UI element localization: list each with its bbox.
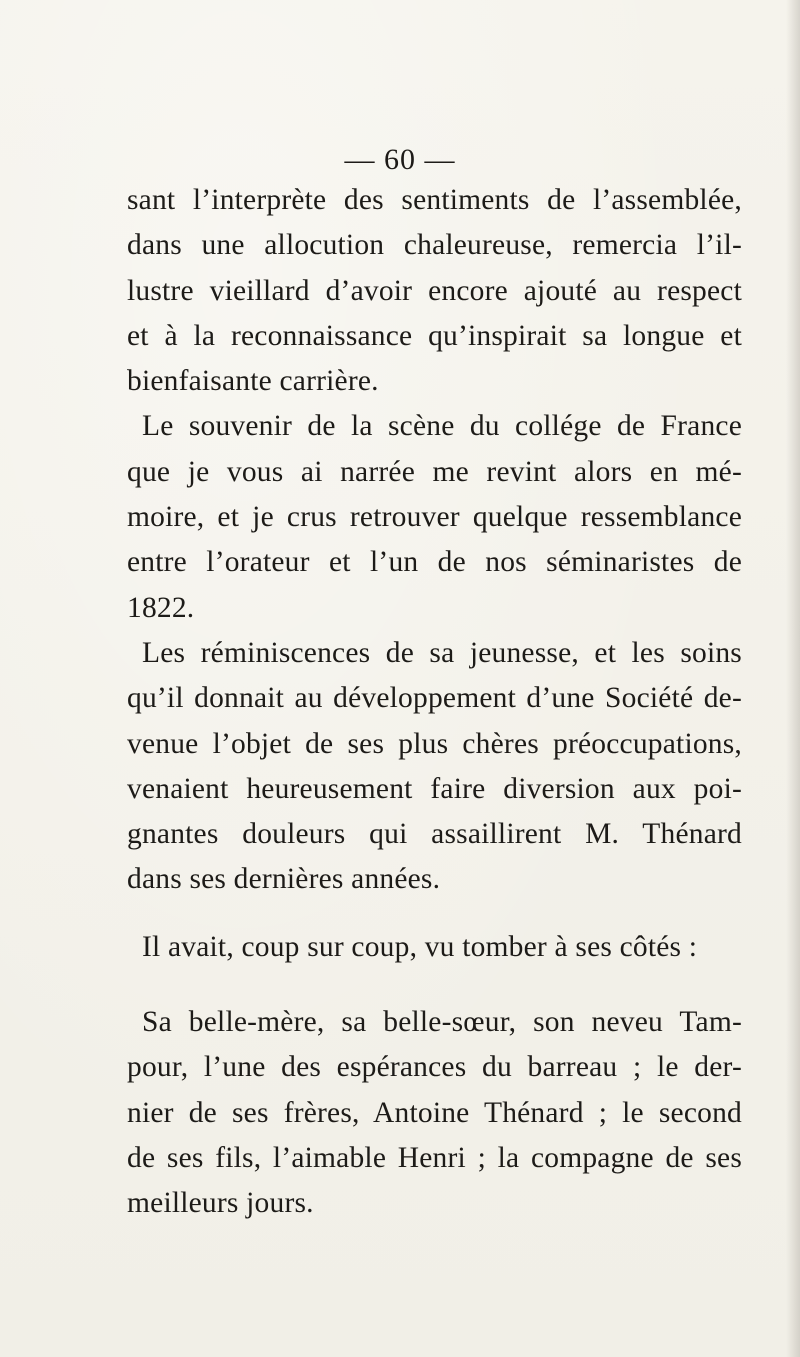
- text-line: Il avait, coup sur coup, vu tomber à ses côtés :: [142, 930, 698, 963]
- text-line: sant l’interprète des sentiments de l’assemblée,: [127, 184, 742, 216]
- page-edge-shadow: [786, 0, 800, 1357]
- text-line: qu’il donnait au développement d’une Société de-: [127, 682, 742, 715]
- text-line: 1822.: [127, 591, 195, 624]
- paragraph-2: [127, 404, 742, 630]
- paragraph-3: [127, 631, 742, 903]
- text-line: bienfaisante carrière.: [127, 365, 379, 398]
- paragraph-5: [127, 1000, 742, 1226]
- text-line: Sa belle-mère, sa belle-sœur, son neveu Tam-: [142, 1006, 742, 1039]
- text-line: moire, et je crus retrouver quelque ressemblance: [127, 501, 742, 534]
- text-line: nier de ses frères, Antoine Thénard ; le second: [127, 1096, 742, 1129]
- paragraph-1: [127, 178, 742, 404]
- text-line: gnantes douleurs qui assaillirent M. Thénard: [127, 818, 742, 851]
- paragraph-gap: [142, 970, 742, 1000]
- text-line: dans ses dernières années.: [127, 863, 441, 896]
- text-line: dans une allocution chaleureuse, remercia l’il-: [127, 229, 742, 262]
- text-line: que je vous ai narrée me revint alors en mé-: [127, 455, 742, 488]
- text-line: et à la reconnaissance qu’inspirait sa longue et: [127, 319, 742, 352]
- paragraph-4: [142, 925, 742, 970]
- text-line: lustre vieillard d’avoir encore ajouté au respect: [127, 274, 742, 307]
- text-line: venaient heureusement faire diversion aux poi-: [127, 772, 742, 805]
- text-line: pour, l’une des espérances du barreau ; le der-: [127, 1051, 742, 1084]
- text-line: venue l’objet de ses plus chères préoccupations,: [127, 727, 742, 760]
- page-number: — 60 —: [344, 143, 456, 176]
- body-text: [127, 160, 742, 1227]
- text-line: de ses fils, l’aimable Henri ; la compagne de ses: [127, 1141, 742, 1174]
- paragraph-gap: [142, 903, 742, 925]
- text-line: Les réminiscences de sa jeunesse, et les soins: [142, 636, 742, 669]
- text-line: meilleurs jours.: [127, 1187, 314, 1220]
- top-spacer: [142, 160, 742, 178]
- text-line: entre l’orateur et l’un de nos séminaristes de: [127, 546, 742, 579]
- text-line: Le souvenir de la scène du collége de France: [142, 410, 742, 443]
